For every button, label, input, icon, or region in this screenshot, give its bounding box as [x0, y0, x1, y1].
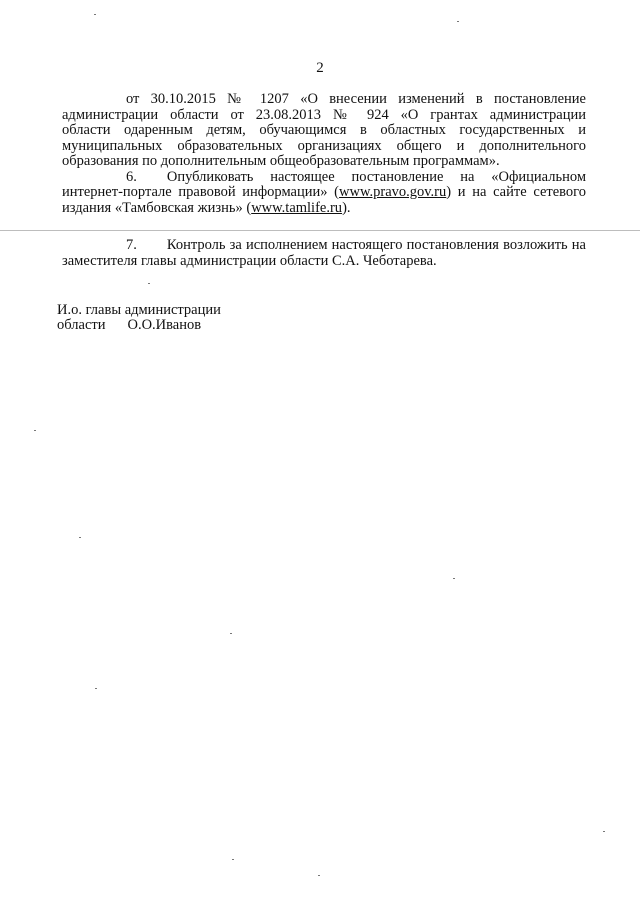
signature-title: И.о. главы администрации	[57, 302, 221, 318]
paragraph-text: ).	[342, 199, 351, 216]
scan-line	[0, 230, 640, 231]
paragraph-line: области одаренным детям, обучающимся в областных государственных и	[62, 122, 586, 138]
scan-speck	[148, 283, 150, 284]
pravo-link[interactable]: www.pravo.gov.ru	[339, 184, 447, 200]
paragraph-text: ) и на сайте сетевого издания «Тамбовская жизнь» (	[62, 184, 586, 216]
paragraph-line: образования по дополнительным общеобразовательным программам».	[62, 153, 500, 169]
paragraph-continuation	[62, 92, 586, 170]
scan-speck	[318, 875, 320, 876]
scan-speck	[232, 859, 234, 860]
signature-region: области	[57, 317, 106, 333]
signature-line	[57, 318, 221, 333]
scan-speck	[34, 430, 36, 431]
document-body	[62, 92, 586, 216]
scan-speck	[95, 688, 97, 689]
signatory-name: О.О.Иванов	[127, 317, 202, 333]
paragraph-text: Контроль за исполнением настоящего постановления возложить на заместителя главы администрации области С.А. Чеботарева.	[62, 237, 586, 269]
paragraph-6	[62, 170, 586, 217]
paragraph-line: от 30.10.2015 № 1207 «О внесении изменений в постановление	[126, 91, 586, 107]
paragraph-line: муниципальных образовательных организациях общего и дополнительного	[62, 137, 586, 154]
signature-block	[57, 303, 221, 333]
paragraph-number: 6.	[126, 168, 137, 185]
tamlife-link[interactable]: www.tamlife.ru	[251, 199, 343, 216]
paragraph-7	[62, 237, 586, 269]
paragraph-line: администрации области от 23.08.2013 № 924 «О грантах администрации	[62, 106, 586, 123]
scan-speck	[457, 21, 459, 22]
page-number: 2	[316, 60, 324, 76]
scan-speck	[453, 578, 455, 579]
paragraph-number: 7.	[126, 237, 137, 253]
paragraph-text: Опубликовать настоящее постановление на «Официальном интернет-портале правовой информации» (	[62, 168, 586, 200]
scan-speck	[230, 633, 232, 634]
scan-speck	[603, 831, 605, 832]
scan-speck	[79, 537, 81, 538]
scan-speck	[94, 14, 96, 15]
